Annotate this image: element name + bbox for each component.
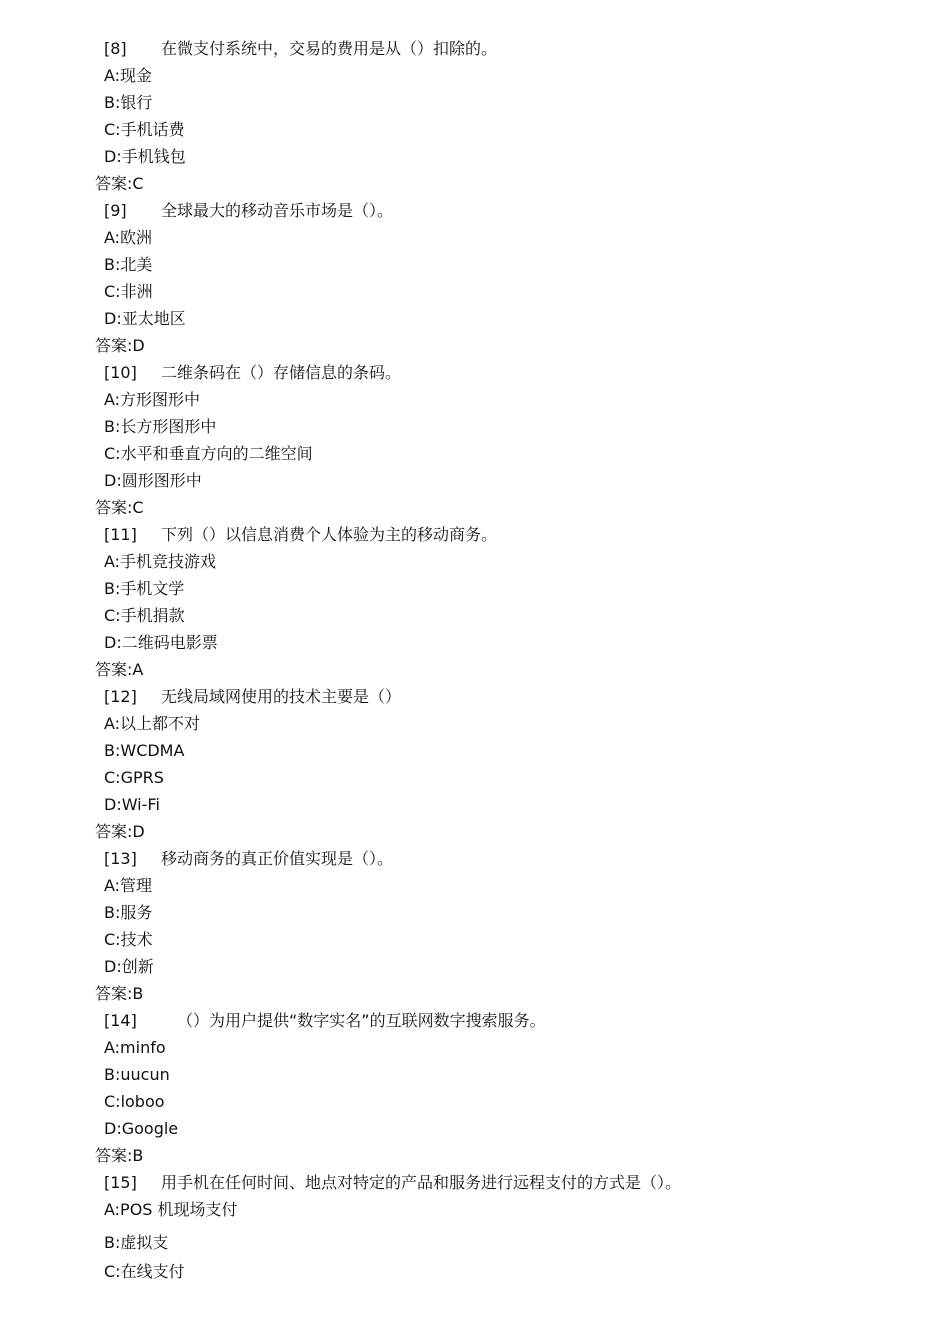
option: B:银行	[104, 93, 153, 112]
answer: 答案:D	[95, 822, 145, 841]
answer: 答案:D	[95, 336, 145, 355]
option: A:以上都不对	[104, 714, 201, 733]
question-text: 用手机在任何时间、地点对特定的产品和服务进行远程支付的方式是（）。	[161, 1173, 682, 1192]
question-11	[104, 525, 497, 545]
question-text: 移动商务的真正价值实现是（）。	[161, 849, 394, 868]
answer: 答案:B	[95, 984, 144, 1003]
option: A:POS 机现场支付	[104, 1200, 238, 1219]
option: A:方形图形中	[104, 390, 201, 409]
question-14	[104, 1011, 546, 1031]
question-8	[104, 39, 497, 59]
question-number: [12]	[104, 687, 137, 706]
option: C:手机话费	[104, 120, 185, 139]
option: C:手机捐款	[104, 606, 185, 625]
answer: 答案:B	[95, 1146, 144, 1165]
option: B:手机文学	[104, 579, 185, 598]
question-number: [9]	[104, 201, 127, 220]
option: C:loboo	[104, 1092, 165, 1111]
option: D:圆形图形中	[104, 471, 202, 490]
option: D:二维码电影票	[104, 633, 218, 652]
option: C:水平和垂直方向的二维空间	[104, 444, 313, 463]
question-number: [13]	[104, 849, 137, 868]
question-text: 二维条码在（）存储信息的条码。	[161, 363, 402, 382]
answer: 答案:C	[95, 174, 144, 193]
question-9	[104, 201, 393, 221]
question-12	[104, 687, 401, 707]
question-number: [14]	[104, 1011, 137, 1030]
answer: 答案:C	[95, 498, 144, 517]
option: A:minfo	[104, 1038, 166, 1057]
option: D:Google	[104, 1119, 179, 1138]
question-text: （）为用户提供“数字实名”的互联网数字搜索服务。	[177, 1011, 546, 1030]
question-number: [15]	[104, 1173, 137, 1192]
option: C:在线支付	[104, 1262, 185, 1281]
option: A:手机竞技游戏	[104, 552, 217, 571]
answer: 答案:A	[95, 660, 144, 679]
option: A:管理	[104, 876, 153, 895]
option: B:虚拟支	[104, 1233, 169, 1252]
question-number: [10]	[104, 363, 137, 382]
option: C:非洲	[104, 282, 153, 301]
option: D:Wi-Fi	[104, 795, 160, 814]
option: D:手机钱包	[104, 147, 186, 166]
question-text: 全球最大的移动音乐市场是（）。	[161, 201, 394, 220]
question-13	[104, 849, 393, 869]
option: B:WCDMA	[104, 741, 185, 760]
question-text: 下列（）以信息消费个人体验为主的移动商务。	[161, 525, 498, 544]
option: C:GPRS	[104, 768, 164, 787]
option: A:欧洲	[104, 228, 153, 247]
option: C:技术	[104, 930, 153, 949]
option: A:现金	[104, 66, 153, 85]
option: D:创新	[104, 957, 154, 976]
option: D:亚太地区	[104, 309, 186, 328]
question-number: [8]	[104, 39, 127, 58]
option: B:长方形图形中	[104, 417, 217, 436]
option: B:服务	[104, 903, 153, 922]
question-10	[104, 363, 401, 383]
option: B:北美	[104, 255, 153, 274]
option: B:uucun	[104, 1065, 170, 1084]
question-text: 在微支付系统中，交易的费用是从（）扣除的。	[161, 39, 498, 58]
question-text: 无线局域网使用的技术主要是（）	[161, 687, 402, 706]
question-number: [11]	[104, 525, 137, 544]
question-15	[104, 1173, 681, 1193]
